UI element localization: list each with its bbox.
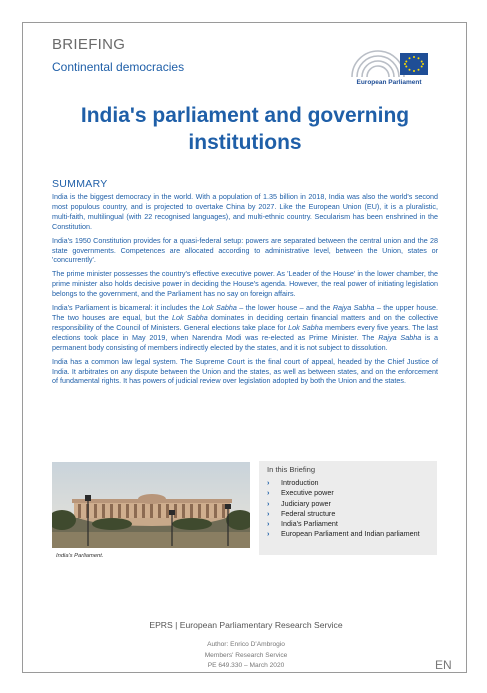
text-run-italic: Lok Sabha xyxy=(288,322,323,332)
parliament-photo xyxy=(52,462,250,548)
text-run: members every five years. The last elections took place in May 2019, when Narendra Modi was re-elected as Prime Minister. The xyxy=(52,322,438,342)
list-item-label: European Parliament and Indian parliament xyxy=(281,529,420,539)
text-run: – the upper house. The two houses are equal, but the xyxy=(52,303,438,322)
logo-caption: European Parliament xyxy=(356,79,422,86)
list-item-label: Introduction xyxy=(281,478,319,487)
list-item-label: Executive power xyxy=(281,488,334,498)
text-run-italic: Rajya Sabha xyxy=(378,332,422,342)
list-item[interactable] xyxy=(267,529,432,539)
summary-heading: SUMMARY xyxy=(52,178,108,190)
text-run-italic: Lok Sabha xyxy=(202,303,237,313)
text-run: dominates in deciding certain financial matters and on the collective responsibility of the Council of Ministers. General elections take place for xyxy=(52,312,438,332)
summary-paragraph: India is the biggest democracy in the world. With a population of 1.35 billion in 2018, India was also the world's second most populous country, and is projected to overtake China by 2027. Like the European Union (EU), it is a pluralistic, multi-faith, multilingual (with 22 recognised languages), and multi-ethnic country. Secularism has been enshrined in the Constitution. xyxy=(52,192,438,231)
eprs-label xyxy=(52,620,440,630)
summary-paragraph: The prime minister possesses the country's effective executive power. As 'Leader of the House' in the lower chamber, the prime minister also holds decisive power in deciding the House's agenda. However, the real power of initiating legislation belongs to the government, and the Parliament has no say on foreign affairs. xyxy=(52,269,438,299)
text-run: – the lower house – and the xyxy=(236,303,333,313)
list-item-label: Federal structure xyxy=(281,508,336,518)
list-item[interactable] xyxy=(267,488,432,498)
chevron-right-icon: › xyxy=(267,519,270,529)
briefing-box-heading: In this Briefing xyxy=(267,465,316,474)
list-item-label: India's Parliament xyxy=(281,519,338,529)
summary-paragraph: India's 1950 Constitution provides for a quasi-federal setup: powers are separated between the central union and the 28 state governments. Competences are allocated according to administrative level, between the Union, states or 'concurrently'. xyxy=(52,235,438,265)
page-title: India's parliament and governing institutions xyxy=(80,104,410,154)
text-run-italic: Rajya Sabha xyxy=(332,303,375,313)
list-item-label: Judiciary power xyxy=(281,498,331,508)
list-item[interactable] xyxy=(267,509,432,519)
chevron-right-icon: › xyxy=(267,508,270,518)
subseries-label: Continental democracies xyxy=(52,60,185,74)
summary-body xyxy=(52,192,438,390)
briefing-contents-list xyxy=(267,478,432,540)
chevron-right-icon: › xyxy=(267,498,270,508)
chevron-right-icon: › xyxy=(267,488,270,498)
text-run: is a permanent body consisting of members indirectly elected by the states, and it is not subject to dissolution. xyxy=(52,332,439,352)
reference-line: PE 649.330 – March 2020 xyxy=(207,662,285,669)
list-item[interactable] xyxy=(267,478,432,488)
summary-paragraph xyxy=(52,303,438,353)
footer-meta xyxy=(52,640,440,672)
series-label: BRIEFING xyxy=(52,36,126,53)
language-code: EN xyxy=(435,658,452,672)
service-line: Members' Research Service xyxy=(204,651,288,659)
list-item[interactable] xyxy=(267,499,432,509)
text-run: India's Parliament is bicameral: it includes the xyxy=(52,303,203,313)
chevron-right-icon: › xyxy=(267,529,270,539)
list-item[interactable] xyxy=(267,519,432,529)
eprs-text: EPRS | European Parliamentary Research Service xyxy=(143,620,348,630)
author-line: Author: Enrico D'Ambrogio xyxy=(207,641,285,648)
summary-paragraph: India has a common law legal system. The Supreme Court is the final court of appeal, headed by the Chief Justice of India. It arbitrates on any dispute between the Union and the states, as well as between states, and on the enforcement of fundamental rights. It has powers of judicial review over legislation adopted by both the Union and the states. xyxy=(52,356,438,386)
chevron-right-icon: › xyxy=(267,478,270,487)
in-this-briefing-box xyxy=(259,461,437,555)
photo-caption: India's Parliament. xyxy=(56,553,104,559)
text-run-italic: Lok Sabha xyxy=(172,312,208,322)
